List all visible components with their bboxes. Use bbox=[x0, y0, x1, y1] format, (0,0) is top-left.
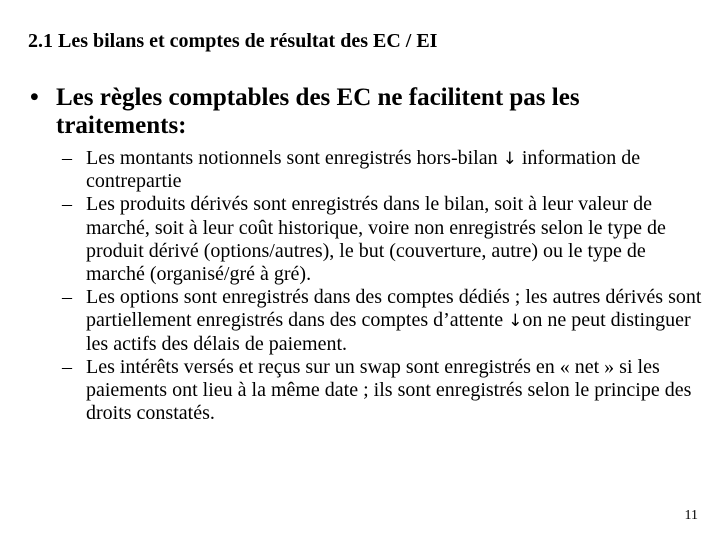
dash-symbol: – bbox=[62, 355, 72, 378]
sub-bullet-list bbox=[62, 147, 702, 425]
sub-bullet-item bbox=[62, 356, 702, 426]
down-arrow-icon: ↓ bbox=[502, 149, 517, 169]
main-bullet-text: Les règles comptables des EC ne facilitent pas les traitements: bbox=[56, 84, 580, 139]
main-bullet bbox=[30, 84, 690, 140]
sub-bullet-text: Les intérêts versés et reçus sur un swap sont enregistrés en « net » si les paiements ont lieu à la même date ; ils sont enregistrés selon le principe des droits constatés. bbox=[86, 355, 692, 425]
sub-bullet-item bbox=[62, 286, 702, 356]
sub-bullet-text-part1: Les options sont enregistrés dans des comptes dédiés ; les autres dérivés sont partiellement enregistrés dans des comptes d’attente bbox=[86, 286, 702, 332]
bullet-symbol: • bbox=[30, 84, 39, 111]
dash-symbol: – bbox=[62, 193, 72, 216]
slide-title: 2.1 Les bilans et comptes de résultat des EC / EI bbox=[28, 30, 438, 52]
sub-bullet-text-part2: information de contrepartie bbox=[86, 147, 641, 193]
sub-bullet-text: Les produits dérivés sont enregistrés dans le bilan, soit à leur valeur de marché, soit à leur coût historique, voire non enregistrés selon le type de produit dérivé (options/autres), le but (couverture, autre) ou le type de marché (organisé/gré à gré). bbox=[86, 193, 666, 286]
down-arrow-icon: ↓ bbox=[508, 311, 523, 332]
page-number: 11 bbox=[684, 508, 698, 523]
sub-bullet-text-part1: Les montants notionnels sont enregistrés hors-bilan bbox=[86, 147, 503, 169]
sub-bullet-text-part2: on ne peut distinguer les actifs des délais de paiement. bbox=[86, 309, 691, 355]
dash-symbol: – bbox=[62, 147, 72, 169]
dash-symbol: – bbox=[62, 286, 72, 309]
sub-bullet-item bbox=[62, 193, 702, 286]
sub-bullet-item bbox=[62, 147, 702, 193]
